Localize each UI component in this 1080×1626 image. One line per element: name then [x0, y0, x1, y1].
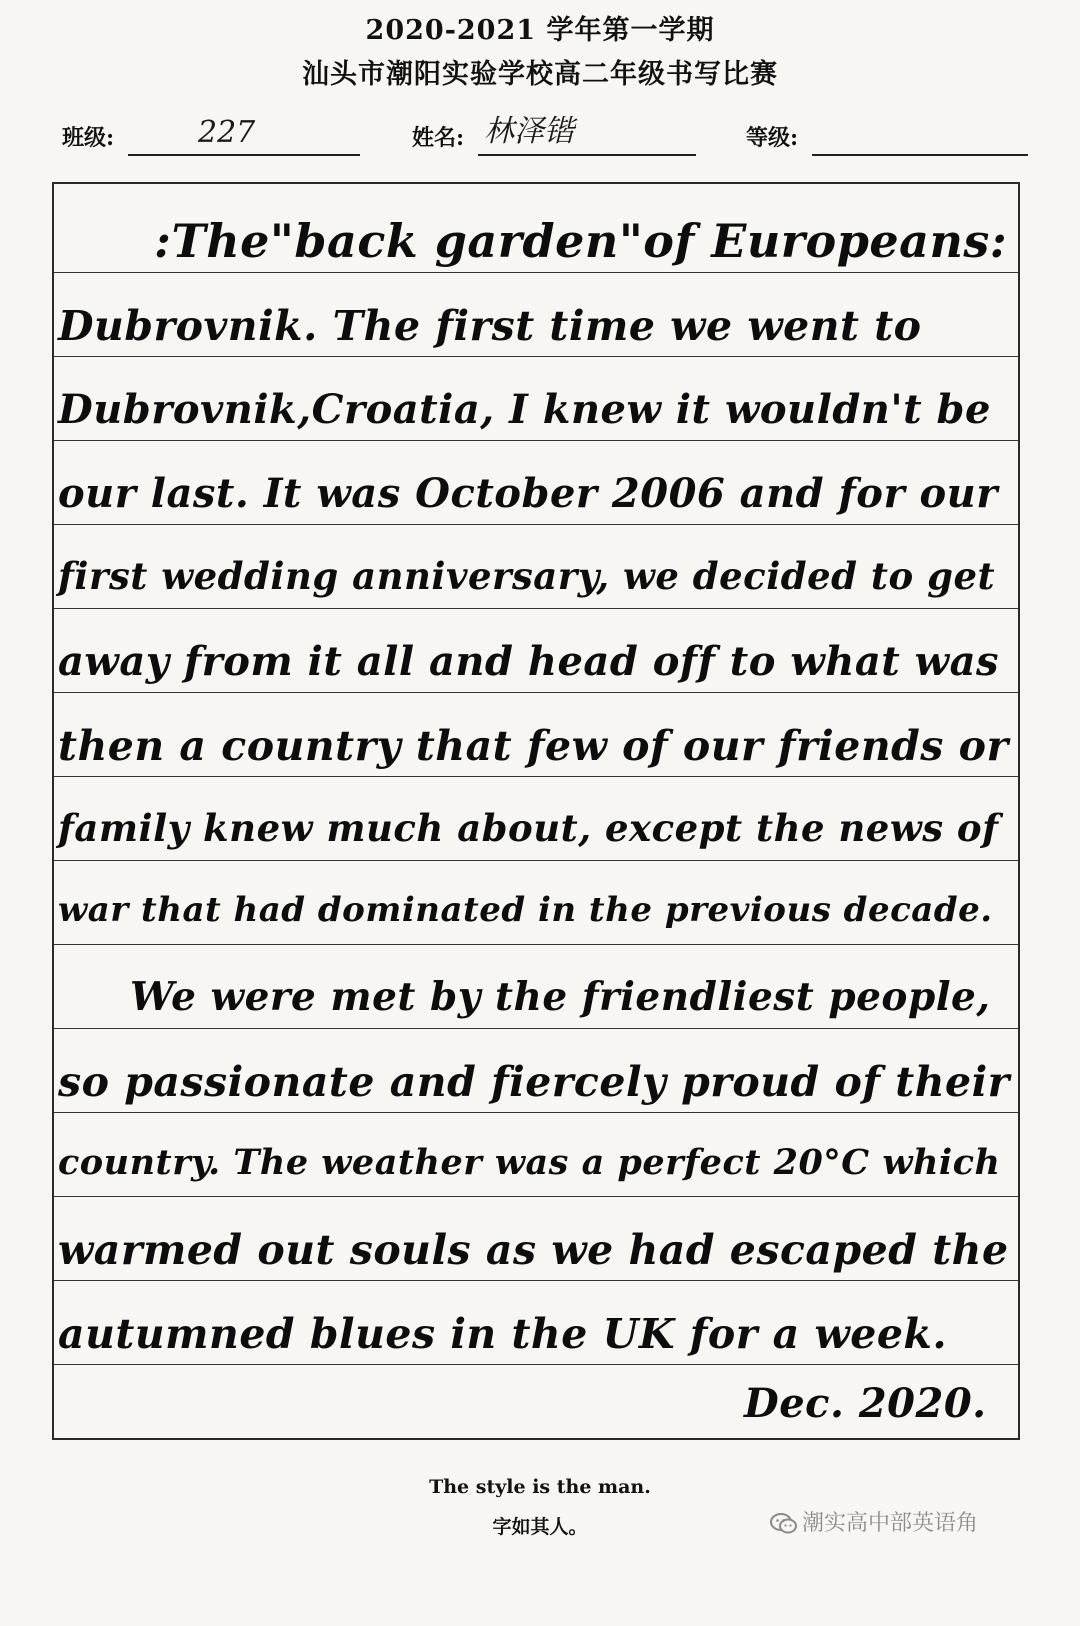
essay-line: away from it all and head off to what was [58, 638, 1000, 685]
essay-date: Dec. 2020. [744, 1380, 987, 1427]
class-label: 班级: [62, 125, 115, 151]
motto-english: The style is the man. [429, 1476, 651, 1498]
ruled-line [54, 1196, 1018, 1197]
ruled-line [54, 776, 1018, 777]
ruled-line [54, 608, 1018, 609]
essay-line: so passionate and fiercely proud of their [58, 1058, 1010, 1106]
ruled-line [54, 692, 1018, 693]
header-title: 汕头市潮阳实验学校高二年级书写比赛 [302, 59, 778, 90]
ruled-line [54, 1280, 1018, 1281]
essay-line: Dubrovnik. The first time we went to [58, 302, 922, 350]
essay-line: first wedding anniversary, we decided to get [58, 554, 996, 598]
essay-line: our last. It was October 2006 and for our [58, 470, 998, 517]
class-underline [128, 154, 360, 156]
ruled-line [54, 1112, 1018, 1113]
grade-underline [812, 154, 1028, 156]
wechat-icon [770, 1513, 798, 1535]
ruled-line [54, 1364, 1018, 1365]
essay-line: Dubrovnik,Croatia, I knew it wouldn't be [58, 386, 991, 433]
ruled-line [54, 356, 1018, 357]
info-fields [0, 112, 1080, 156]
ruled-line [54, 1028, 1018, 1029]
ruled-line [54, 944, 1018, 945]
name-value: 林泽锴 [484, 114, 574, 149]
essay-line: warmed out souls as we had escaped the [58, 1226, 1009, 1274]
essay-line: We were met by the friendliest people, [130, 974, 991, 1020]
class-field [62, 112, 362, 156]
name-label: 姓名: [412, 125, 465, 151]
watermark-text: 潮实高中部英语角 [802, 1511, 979, 1536]
watermark [770, 1506, 978, 1537]
essay-line: family knew much about, except the news of [58, 806, 999, 850]
essay-line: country. The weather was a perfect 20°C which [58, 1142, 1001, 1183]
essay-line: then a country that few of our friends or [58, 722, 1009, 770]
grade-field [746, 112, 1031, 156]
motto-chinese: 字如其人。 [492, 1516, 588, 1538]
essay-line: war that had dominated in the previous decade. [58, 890, 993, 930]
class-value: 227 [198, 115, 256, 150]
ruled-line [54, 860, 1018, 861]
ruled-line [54, 524, 1018, 525]
ruled-line [54, 272, 1018, 273]
essay-title: :The"back garden"of Europeans: [154, 214, 1008, 268]
name-underline [478, 154, 696, 156]
writing-sheet [52, 182, 1020, 1440]
essay-line: autumned blues in the UK for a week. [58, 1310, 948, 1358]
header-term: 2020-2021 学年第一学期 [365, 15, 715, 46]
ruled-line [54, 440, 1018, 441]
name-field [412, 112, 697, 156]
grade-label: 等级: [746, 125, 799, 151]
